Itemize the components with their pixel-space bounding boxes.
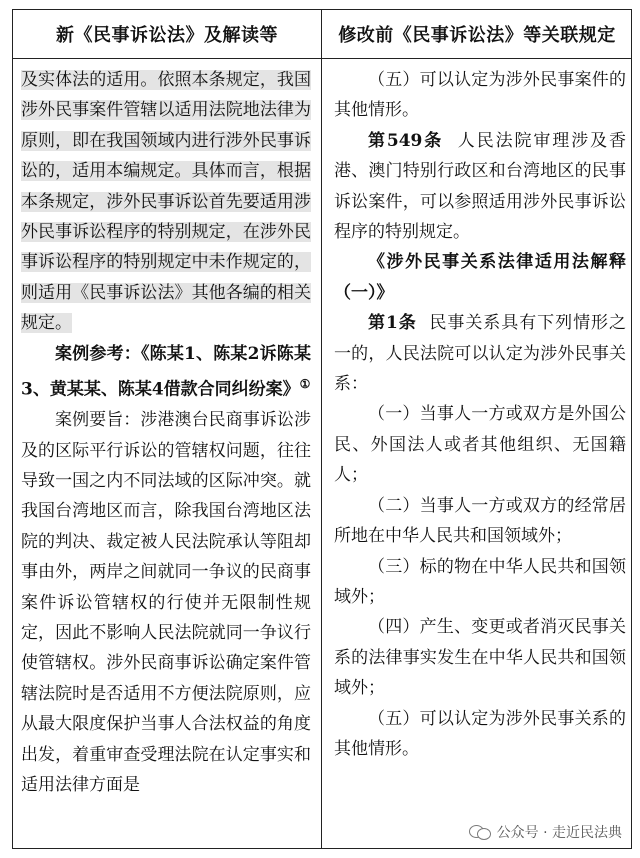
case-reference — [21, 339, 311, 405]
highlighted-text: 及实体法的适用。依照本条规定，我国涉外民事案件管辖以适用法院地法律为原则，即在我国领域内进行涉外民事诉讼的，适用本编规定。具体而言，根据本条规定，涉外民事诉讼首先要适用涉外民事诉讼程序的特别规定，在涉外民事诉讼程序的特别规定中未作规定的，则适用《民事诉讼法》其他各编的相关规定。 — [21, 70, 311, 334]
interpretation-paragraph — [21, 65, 311, 339]
article-text: 人民法院审理涉及香港、澳门特别行政区和台湾地区的民事诉讼案件，可以参照适用涉外民事诉讼程序的特别规定。 — [334, 130, 626, 243]
article-549 — [334, 126, 626, 248]
article-1 — [334, 308, 626, 399]
footnote-marker: ① — [299, 377, 311, 392]
wechat-icon — [469, 824, 491, 840]
comparison-table — [12, 9, 632, 849]
clause-item: （五）可以认定为涉外民事案件的其他情形。 — [334, 70, 626, 121]
right-column-header: 修改前《民事诉讼法》等关联规定 — [338, 25, 616, 46]
left-column-body — [13, 59, 321, 848]
clause-item: （五）可以认定为涉外民事关系的其他情形。 — [334, 708, 626, 759]
case-gist: 案例要旨：涉港澳台民商事诉讼涉及的区际平行诉讼的管辖权问题，往往导致一国之内不同法域的区际冲突。就我国台湾地区而言，除我国台湾地区法院的判决、裁定被人民法院承认等阻却事由外，两岸之间就同一争议的民商事案件诉讼管辖权的行使并无限制性规定，因此不影响人民法院就同一争议行使管辖权。涉外民商事诉讼确定案件管辖法院时是否适用不方便法院原则，应从最大限度保护当事人合法权益的角度出发，着重审查受理法院在认定事实和适用法律方面是 — [21, 410, 311, 795]
interpretation-title: 《涉外民事关系法律适用法解释（一）》 — [334, 252, 626, 303]
case-reference-title: 案例参考：《陈某1、陈某2诉陈某3、黄某某、陈某4借款合同纠纷案》 — [21, 343, 311, 400]
article-text: 民事关系具有下列情形之一的，人民法院可以认定为涉外民事关系： — [334, 313, 626, 395]
watermark — [465, 820, 626, 844]
clause-item: （一）当事人一方或双方是外国公民、外国法人或者其他组织、无国籍人； — [334, 404, 626, 486]
article-label: 第1条 — [368, 313, 417, 334]
article-label: 第549条 — [368, 130, 444, 151]
clause-item: （三）标的物在中华人民共和国领域外； — [334, 556, 626, 607]
clause-item: （二）当事人一方或双方的经常居所地在中华人民共和国领域外； — [334, 495, 626, 547]
left-column-header: 新《民事诉讼法》及解读等 — [56, 25, 278, 46]
watermark-text: 公众号 · 走近民法典 — [496, 825, 622, 841]
right-column-body — [322, 59, 632, 848]
clause-item: （四）产生、变更或者消灭民事关系的法律事实发生在中华人民共和国领域外； — [334, 617, 626, 699]
